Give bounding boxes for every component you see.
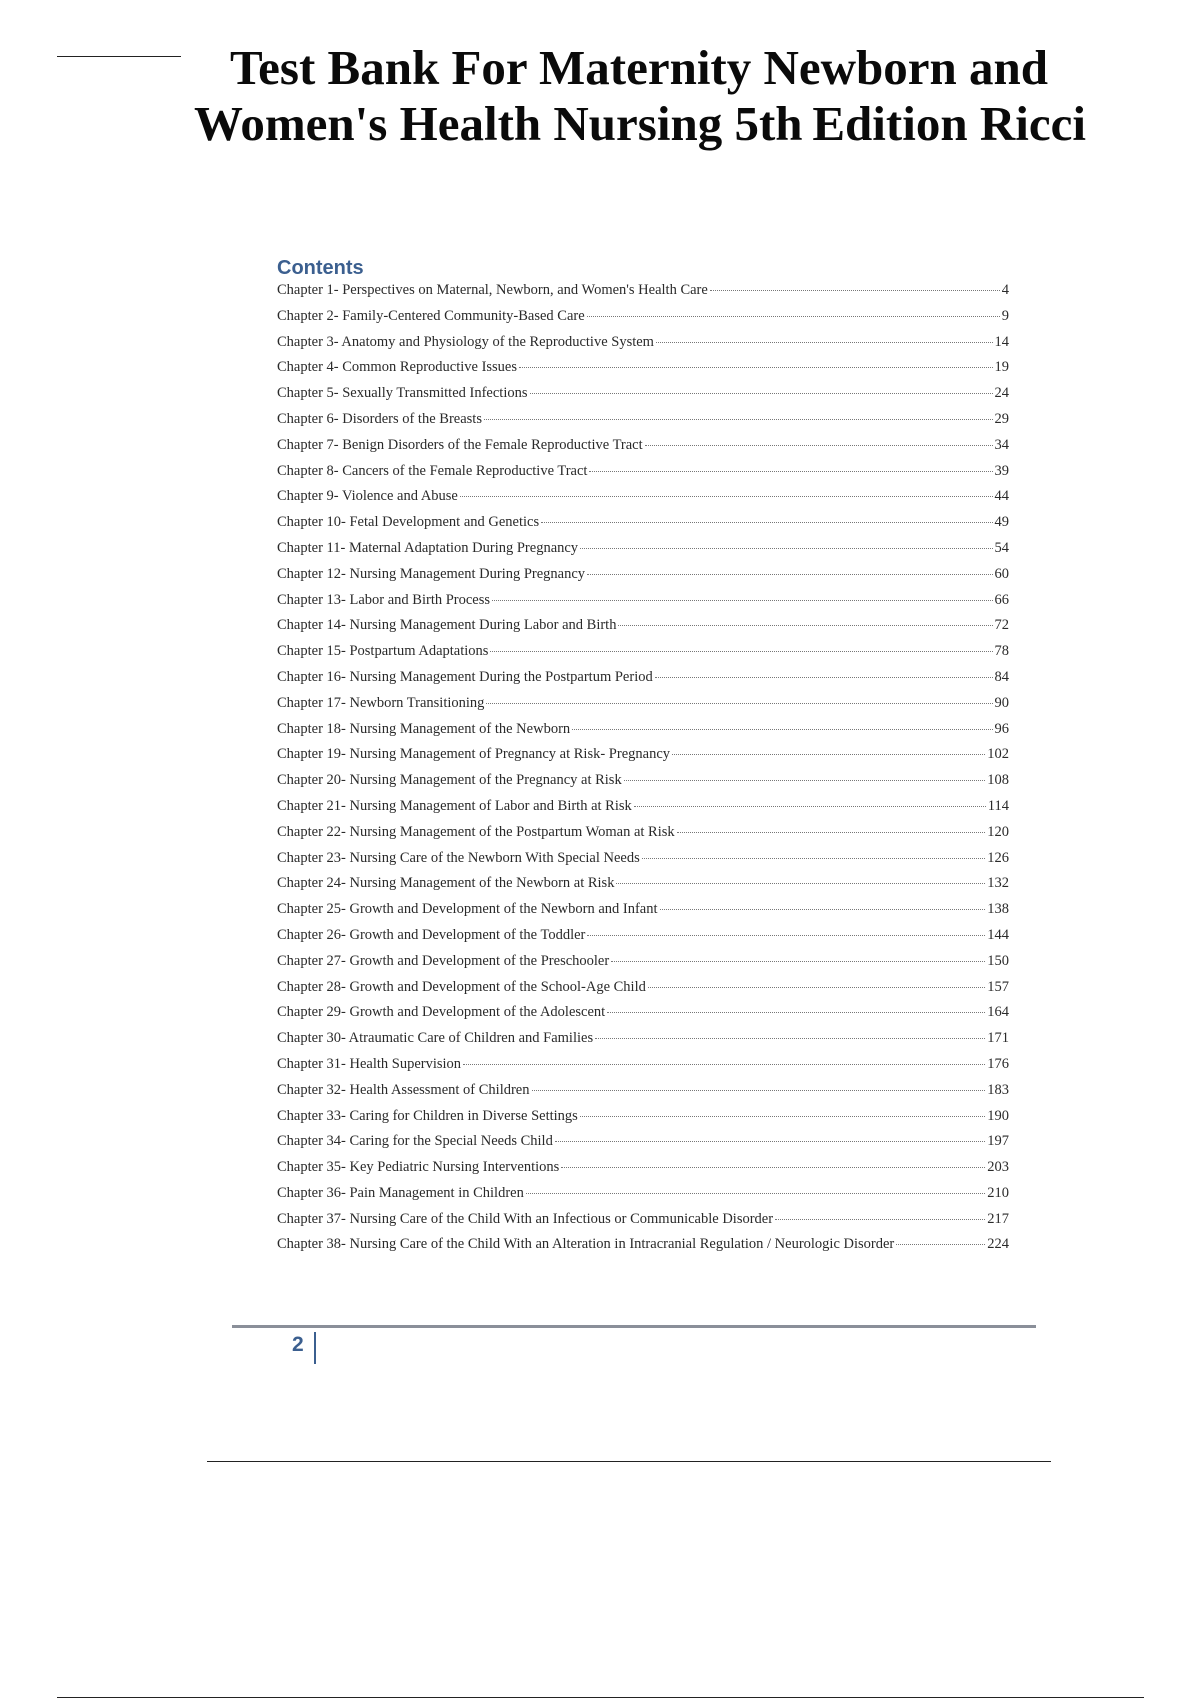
toc-entry-page: 144 (987, 926, 1009, 943)
toc-entry-title: Chapter 23- Nursing Care of the Newborn With Special Needs (277, 849, 640, 866)
toc-entry[interactable] (277, 669, 1009, 695)
toc-dot-leader (587, 935, 985, 936)
bottom-rule (207, 1461, 1051, 1462)
toc-entry-title: Chapter 36- Pain Management in Children (277, 1184, 524, 1201)
toc-dot-leader (519, 367, 992, 368)
toc-entry-title: Chapter 29- Growth and Development of the Adolescent (277, 1004, 606, 1021)
toc-dot-leader (587, 316, 1000, 317)
toc-dot-leader (775, 1219, 985, 1220)
toc-entry[interactable] (277, 721, 1009, 747)
toc-dot-leader (555, 1141, 985, 1142)
toc-entry-title: Chapter 35- Key Pediatric Nursing Interventions (277, 1159, 560, 1176)
toc-entry[interactable] (277, 1159, 1009, 1185)
toc-entry[interactable] (277, 953, 1009, 979)
toc-entry[interactable] (277, 308, 1009, 334)
toc-entry[interactable] (277, 488, 1009, 514)
toc-dot-leader (896, 1244, 985, 1245)
toc-entry-title: Chapter 27- Growth and Development of the Preschooler (277, 952, 610, 969)
toc-entry[interactable] (277, 746, 1009, 772)
toc-dot-leader (589, 471, 992, 472)
toc-entry[interactable] (277, 282, 1009, 308)
toc-entry[interactable] (277, 566, 1009, 592)
toc-entry-page: 14 (994, 333, 1009, 350)
toc-entry[interactable] (277, 798, 1009, 824)
toc-dot-leader (572, 729, 992, 730)
toc-entry-page: 203 (987, 1159, 1009, 1176)
toc-entry[interactable] (277, 1082, 1009, 1108)
toc-entry[interactable] (277, 411, 1009, 437)
toc-entry[interactable] (277, 1133, 1009, 1159)
toc-entry-title: Chapter 30- Atraumatic Care of Children and Families (277, 1030, 594, 1047)
toc-entry-title: Chapter 4- Common Reproductive Issues (277, 359, 518, 376)
toc-dot-leader (541, 522, 992, 523)
toc-dot-leader (463, 1064, 985, 1065)
toc-entry-title: Chapter 16- Nursing Management During the Postpartum Period (277, 668, 653, 685)
toc-entry-page: 224 (987, 1236, 1009, 1253)
toc-entry-page: 54 (994, 539, 1009, 556)
toc-entry-title: Chapter 37- Nursing Care of the Child With an Infectious or Communicable Disorder (277, 1210, 774, 1227)
toc-entry[interactable] (277, 385, 1009, 411)
toc-entry-title: Chapter 12- Nursing Management During Pregnancy (277, 565, 586, 582)
toc-entry[interactable] (277, 875, 1009, 901)
toc-entry-title: Chapter 22- Nursing Management of the Postpartum Woman at Risk (277, 823, 675, 840)
toc-entry-title: Chapter 11- Maternal Adaptation During Pregnancy (277, 539, 579, 556)
toc-entry-page: 24 (994, 385, 1009, 402)
toc-dot-leader (655, 677, 993, 678)
toc-dot-leader (645, 445, 993, 446)
toc-entry-title: Chapter 18- Nursing Management of the Newborn (277, 720, 571, 737)
table-of-contents (277, 254, 1009, 1262)
toc-entry-title: Chapter 7- Benign Disorders of the Female Reproductive Tract (277, 436, 643, 453)
toc-entry-title: Chapter 10- Fetal Development and Genetics (277, 514, 540, 531)
toc-dot-leader (526, 1193, 985, 1194)
toc-entry[interactable] (277, 1236, 1009, 1262)
toc-entry-page: 60 (994, 565, 1009, 582)
toc-entry[interactable] (277, 359, 1009, 385)
toc-entry-title: Chapter 20- Nursing Management of the Pregnancy at Risk (277, 772, 622, 789)
toc-entry-page: 102 (987, 746, 1009, 763)
toc-dot-leader (660, 909, 986, 910)
toc-entry-title: Chapter 9- Violence and Abuse (277, 488, 458, 505)
contents-heading: Contents (277, 257, 364, 279)
toc-dot-leader (460, 496, 993, 497)
toc-dot-leader (677, 832, 986, 833)
toc-dot-leader (618, 625, 992, 626)
toc-entry[interactable] (277, 437, 1009, 463)
toc-entry-title: Chapter 1- Perspectives on Maternal, Newborn, and Women's Health Care (277, 282, 708, 298)
toc-entry-page: 183 (987, 1081, 1009, 1098)
toc-entry-title: Chapter 14- Nursing Management During Labor and Birth (277, 617, 617, 634)
toc-entry-page: 126 (987, 849, 1009, 866)
footer-rule (232, 1325, 1036, 1328)
toc-entry-title: Chapter 13- Labor and Birth Process (277, 591, 491, 608)
toc-entry-title: Chapter 38- Nursing Care of the Child With an Alteration in Intracranial Regulation / Neurologic Disorder (277, 1236, 895, 1253)
toc-entry-page: 132 (987, 875, 1009, 892)
toc-dot-leader (656, 342, 993, 343)
toc-dot-leader (616, 883, 985, 884)
toc-entry[interactable] (277, 695, 1009, 721)
toc-entry-title: Chapter 26- Growth and Development of the Toddler (277, 926, 586, 943)
toc-entry-title: Chapter 5- Sexually Transmitted Infections (277, 385, 528, 402)
toc-entry-page: 150 (987, 952, 1009, 969)
toc-entry-page: 66 (994, 591, 1009, 608)
toc-entry-title: Chapter 21- Nursing Management of Labor and Birth at Risk (277, 797, 632, 814)
toc-dot-leader (580, 1116, 985, 1117)
page-number-divider (314, 1332, 316, 1364)
toc-dot-leader (490, 651, 992, 652)
toc-entry-page: 197 (987, 1133, 1009, 1150)
toc-entry[interactable] (277, 1004, 1009, 1030)
title-line-1: Test Bank For Maternity Newborn and (229, 40, 1049, 95)
toc-entry-page: 138 (987, 901, 1009, 918)
toc-dot-leader (607, 1012, 985, 1013)
toc-dot-leader (587, 574, 992, 575)
toc-entry-page: 84 (994, 668, 1009, 685)
toc-entry-title: Chapter 28- Growth and Development of the School-Age Child (277, 978, 646, 995)
toc-entry[interactable] (277, 901, 1009, 927)
toc-entry-page: 157 (987, 978, 1009, 995)
toc-entry-page: 176 (987, 1055, 1009, 1072)
toc-entry[interactable] (277, 463, 1009, 489)
toc-entry[interactable] (277, 1185, 1009, 1211)
toc-entry-page: 19 (994, 359, 1009, 376)
toc-dot-leader (611, 961, 985, 962)
toc-entry-page: 9 (1001, 307, 1009, 324)
toc-entry-title: Chapter 8- Cancers of the Female Reproductive Tract (277, 462, 588, 479)
toc-entry-page: 72 (994, 617, 1009, 634)
toc-entry-page: 29 (994, 410, 1009, 427)
toc-dot-leader (595, 1038, 985, 1039)
toc-entry[interactable] (277, 334, 1009, 360)
toc-entry-page: 164 (987, 1004, 1009, 1021)
title-line-2: Women's Health Nursing 5th Edition Ricci (194, 96, 1086, 151)
toc-dot-leader (492, 600, 992, 601)
toc-entry[interactable] (277, 1108, 1009, 1134)
toc-entry-title: Chapter 17- Newborn Transitioning (277, 694, 485, 711)
toc-dot-leader (580, 548, 992, 549)
toc-entry-page: 210 (987, 1184, 1009, 1201)
toc-entry-page: 108 (987, 772, 1009, 789)
toc-entry-page: 4 (1001, 282, 1009, 298)
toc-dot-leader (710, 290, 1000, 291)
toc-dot-leader (642, 858, 985, 859)
toc-entry[interactable] (277, 824, 1009, 850)
toc-entry[interactable] (277, 540, 1009, 566)
toc-entry-page: 44 (994, 488, 1009, 505)
toc-entry-title: Chapter 19- Nursing Management of Pregnancy at Risk- Pregnancy (277, 746, 671, 763)
toc-entry-page: 96 (994, 720, 1009, 737)
toc-entry-page: 34 (994, 436, 1009, 453)
toc-entry-page: 171 (987, 1030, 1009, 1047)
toc-dot-leader (484, 419, 993, 420)
toc-entry-title: Chapter 6- Disorders of the Breasts (277, 410, 482, 427)
toc-entry-title: Chapter 2- Family-Centered Community-Based Care (277, 307, 585, 324)
toc-dot-leader (532, 1090, 986, 1091)
toc-entry[interactable] (277, 850, 1009, 876)
page-bottom-rule (57, 1697, 1144, 1698)
toc-entry[interactable] (277, 1030, 1009, 1056)
toc-dot-leader (648, 987, 985, 988)
toc-entry-title: Chapter 32- Health Assessment of Children (277, 1081, 530, 1098)
toc-entry-page: 217 (987, 1210, 1009, 1227)
toc-entry-title: Chapter 25- Growth and Development of the Newborn and Infant (277, 901, 658, 918)
toc-entry-title: Chapter 3- Anatomy and Physiology of the Reproductive System (277, 333, 654, 350)
toc-entry-page: 120 (987, 823, 1009, 840)
toc-entry[interactable] (277, 643, 1009, 669)
toc-entry-page: 78 (994, 643, 1009, 660)
toc-entry[interactable] (277, 979, 1009, 1005)
toc-entry[interactable] (277, 1211, 1009, 1237)
toc-entry-title: Chapter 34- Caring for the Special Needs Child (277, 1133, 553, 1150)
toc-dot-leader (530, 393, 993, 394)
toc-entry-page: 114 (987, 797, 1009, 814)
toc-entry-title: Chapter 24- Nursing Management of the Newborn at Risk (277, 875, 615, 892)
toc-dot-leader (486, 703, 992, 704)
toc-entry[interactable] (277, 592, 1009, 618)
toc-entry-page: 39 (994, 462, 1009, 479)
toc-entry[interactable] (277, 617, 1009, 643)
toc-entry-title: Chapter 15- Postpartum Adaptations (277, 643, 489, 660)
toc-entry-title: Chapter 31- Health Supervision (277, 1055, 462, 1072)
toc-entry[interactable] (277, 927, 1009, 953)
toc-entry[interactable] (277, 772, 1009, 798)
toc-entry-page: 90 (994, 694, 1009, 711)
toc-entry-page: 49 (994, 514, 1009, 531)
document-title (0, 40, 1200, 152)
toc-dot-leader (672, 754, 985, 755)
toc-dot-leader (634, 806, 986, 807)
toc-dot-leader (624, 780, 986, 781)
page-number: 2 (292, 1333, 304, 1356)
toc-dot-leader (561, 1167, 985, 1168)
toc-entry-page: 190 (987, 1107, 1009, 1124)
toc-entry[interactable] (277, 1056, 1009, 1082)
toc-list (277, 282, 1009, 1262)
toc-entry[interactable] (277, 514, 1009, 540)
toc-entry-title: Chapter 33- Caring for Children in Diverse Settings (277, 1107, 578, 1124)
